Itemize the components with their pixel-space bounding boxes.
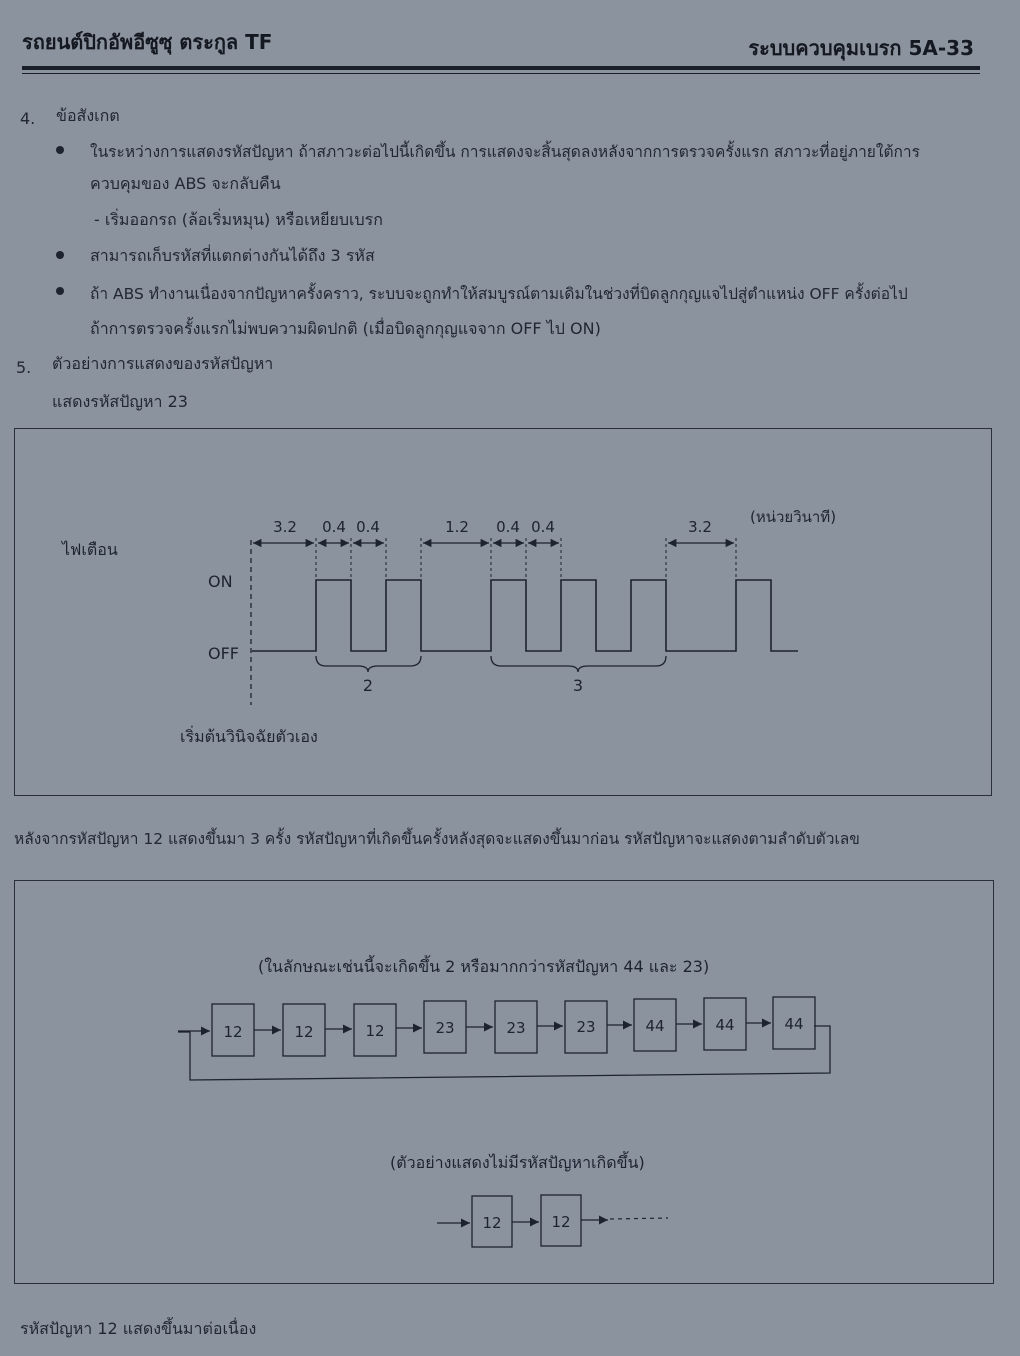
section4-bullet1-line2: ควบคุมของ ABS จะกลับคืน bbox=[90, 174, 281, 193]
sequence-caption-1: (ในลักษณะเช่นนี้จะเกิดขึ้น 2 หรือมากกว่ารหัสปัญหา 44 และ 23) bbox=[258, 957, 710, 976]
group-label-units: 3 bbox=[572, 676, 584, 695]
middle-note: หลังจากรหัสปัญหา 12 แสดงขึ้นมา 3 ครั้ง รหัสปัญหาที่เกิดขึ้นครั้งหลังสุดจะแสดงขึ้นมาก่อน รหัสปัญหาจะแสดงตามลำดับตัวเลข bbox=[14, 830, 860, 848]
section5-title: ตัวอย่างการแสดงของรหัสปัญหา bbox=[52, 354, 274, 373]
code-box-label: 12 bbox=[365, 1022, 385, 1040]
header-right-title: ระบบควบคุมเบรก 5A-33 bbox=[748, 36, 974, 60]
code-box-label: 12 bbox=[223, 1023, 243, 1041]
sequence-caption-2: (ตัวอย่างแสดงไม่มีรหัสปัญหาเกิดขึ้น) bbox=[390, 1153, 645, 1172]
group-label-tens: 2 bbox=[362, 676, 374, 695]
lamp-label: ไฟเตือน bbox=[62, 540, 118, 559]
footer-note: รหัสปัญหา 12 แสดงขึ้นมาต่อเนื่อง bbox=[20, 1319, 257, 1338]
duration-label: 3.2 bbox=[688, 518, 712, 536]
section5-subtitle: แสดงรหัสปัญหา 23 bbox=[52, 392, 188, 411]
section4-number: 4. bbox=[20, 109, 36, 128]
section4-bullet3-line2: ถ้าการตรวจครั้งแรกไม่พบความผิดปกติ (เมื่อบิดลูกกุญแจจาก OFF ไป ON) bbox=[90, 319, 601, 338]
section4-title: ข้อสังเกต bbox=[56, 106, 120, 125]
code-box-label: 44 bbox=[784, 1015, 804, 1033]
section4-bullet1-sub: - เริ่มออกรถ (ล้อเริ่มหมุน) หรือเหยียบเบรก bbox=[94, 210, 383, 229]
duration-label: 0.4 bbox=[531, 518, 555, 536]
code-box-label: 44 bbox=[715, 1016, 735, 1034]
duration-label: 0.4 bbox=[356, 518, 380, 536]
section4-bullet2: สามารถเก็บรหัสที่แตกต่างกันได้ถึง 3 รหัส bbox=[90, 246, 375, 265]
duration-label: 0.4 bbox=[322, 518, 346, 536]
header-left-title: รถยนต์ปิกอัพอีซูซุ ตระกูล TF bbox=[22, 30, 273, 54]
section4-bullet1-line1: ในระหว่างการแสดงรหัสปัญหา ถ้าสภาวะต่อไปนี้เกิดขึ้น การแสดงจะสิ้นสุดลงหลังจากการตรวจครั้งแรก สภาวะที่อยู่ภายใต้การ bbox=[90, 143, 920, 161]
unit-label: (หน่วยวินาที) bbox=[750, 508, 837, 526]
code-box-label: 12 bbox=[294, 1023, 314, 1041]
off-label: OFF bbox=[208, 644, 239, 663]
code-box-label: 23 bbox=[506, 1019, 526, 1037]
no-fault-box-label: 12 bbox=[551, 1213, 571, 1231]
code-box-label: 44 bbox=[645, 1017, 665, 1035]
start-diagnosis-label: เริ่มต้นวินิจฉัยตัวเอง bbox=[180, 727, 318, 746]
code-box-label: 23 bbox=[576, 1018, 596, 1036]
continuation-dashes bbox=[610, 1218, 668, 1219]
duration-label: 3.2 bbox=[273, 518, 297, 536]
on-label: ON bbox=[208, 572, 233, 591]
duration-label: 1.2 bbox=[445, 518, 469, 536]
section5-number: 5. bbox=[16, 358, 32, 377]
code-box-label: 23 bbox=[435, 1019, 455, 1037]
duration-label: 0.4 bbox=[496, 518, 520, 536]
no-fault-box-label: 12 bbox=[482, 1214, 502, 1232]
section4-bullet3-line1: ถ้า ABS ทำงานเนื่องจากปัญหาครั้งคราว, ระบบจะถูกทำให้สมบูรณ์ตามเดิมในช่วงที่บิดลูกกุญแจไปสู่ตำแหน่ง OFF ครั้งต่อไป bbox=[90, 285, 908, 303]
